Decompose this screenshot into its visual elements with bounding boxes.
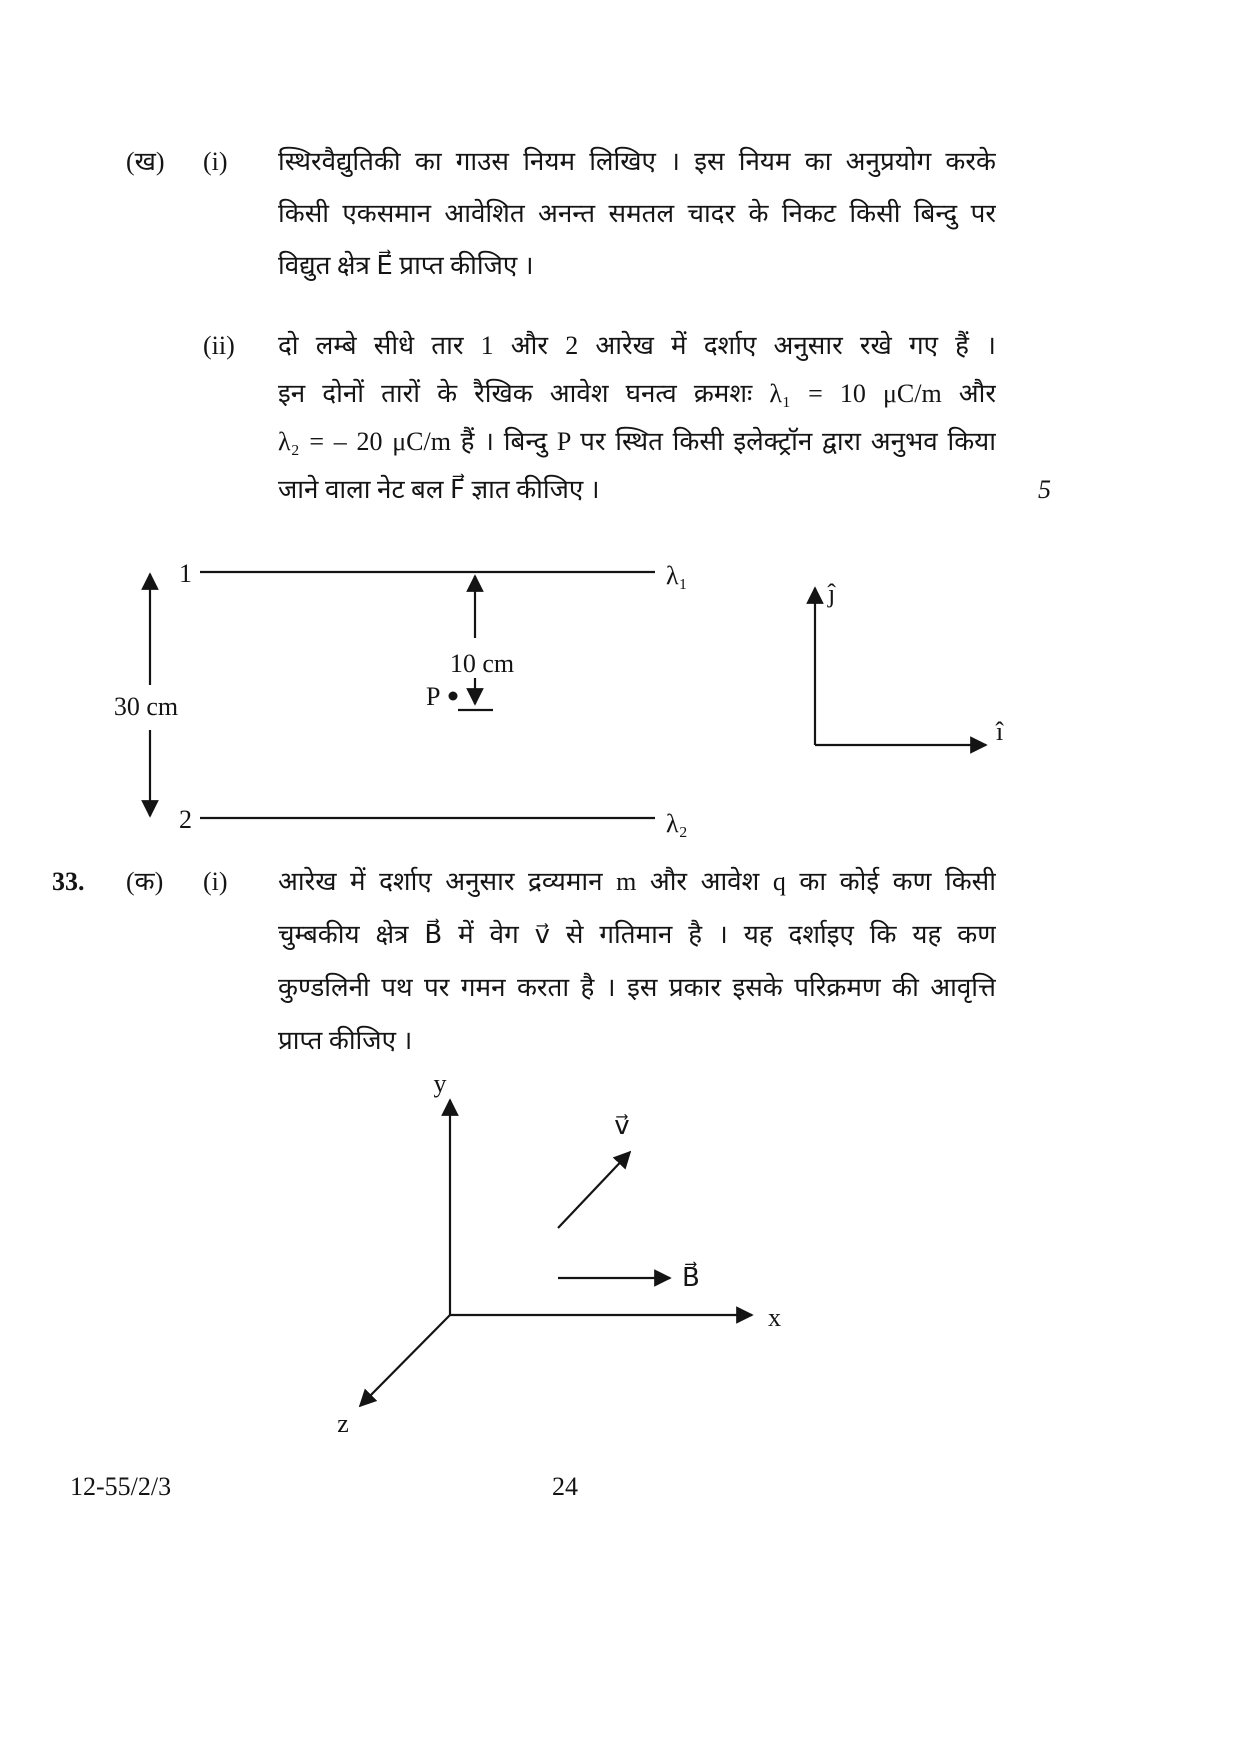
question-kha-label: (ख) — [126, 147, 165, 176]
text-line: कुण्डलिनी पथ पर गमन करता है । इस प्रकार इसके परिक्रमण की आवृत्ति — [278, 973, 996, 1002]
paper-code: 12-55/2/3 — [70, 1472, 172, 1501]
axes-diagram — [0, 1070, 900, 1470]
distance-label: 10 cm — [449, 649, 515, 678]
question-kha-ii-text — [278, 322, 996, 514]
wire-2-lambda-label: λ₂ — [666, 809, 688, 838]
velocity-vector-arrow — [558, 1152, 630, 1228]
j-hat-label: ĵ — [828, 579, 836, 608]
gap-dimension-label: 30 cm — [113, 692, 179, 721]
wire-1-number: 1 — [179, 559, 192, 588]
i-hat-label: î — [996, 717, 1004, 746]
velocity-vector-label: v⃗ — [614, 1111, 630, 1140]
text-line: दो लम्बे सीधे तार 1 और 2 आरेख में दर्शाए अनुसार रखे गए हैं । — [278, 331, 996, 360]
question-33-ka-label: (क) — [126, 867, 164, 896]
x-axis-label: x — [768, 1303, 781, 1332]
question-33-i-label: (i) — [203, 867, 228, 896]
text-line: विद्युत क्षेत्र E⃗ प्राप्त कीजिए । — [278, 251, 534, 280]
question-kha-i-text — [278, 136, 996, 292]
text-line: प्राप्त कीजिए । — [278, 1026, 413, 1055]
wire-2-number: 2 — [179, 805, 192, 834]
page-number: 24 — [552, 1472, 578, 1501]
text-line: λ₂ = – 20 μC/m हैं । बिन्दु P पर स्थित किसी इलेक्ट्रॉन द्वारा अनुभव किया — [278, 427, 996, 456]
text-line: इन दोनों तारों के रैखिक आवेश घनत्व क्रमशः λ₁ = 10 μC/m और — [278, 379, 996, 408]
text-line: आरेख में दर्शाए अनुसार द्रव्यमान m और आवेश q का कोई कण किसी — [278, 867, 996, 896]
question-33-i-text — [278, 855, 996, 1067]
wire-1-lambda-label: λ₁ — [666, 561, 688, 590]
point-p-label: P — [426, 682, 441, 711]
marks-badge: 5 — [1038, 475, 1051, 504]
z-axis-arrow — [360, 1315, 450, 1406]
question-33-number: 33. — [52, 867, 85, 896]
text-line: स्थिरवैद्युतिकी का गाउस नियम लिखिए । इस नियम का अनुप्रयोग करके — [278, 147, 996, 176]
z-axis-label: z — [337, 1409, 349, 1438]
question-kha-i-label: (i) — [203, 147, 228, 176]
point-p-dot — [449, 692, 458, 701]
wires-diagram — [0, 540, 1060, 852]
text-line: जाने वाला नेट बल F⃗ ज्ञात कीजिए । — [278, 475, 600, 504]
text-line: किसी एकसमान आवेशित अनन्त समतल चादर के निकट किसी बिन्दु पर — [278, 199, 996, 228]
y-axis-label: y — [433, 1070, 447, 1098]
b-field-vector-label: B⃗ — [682, 1263, 700, 1292]
question-kha-ii-label: (ii) — [203, 331, 235, 360]
text-line: चुम्बकीय क्षेत्र B⃗ में वेग v⃗ से गतिमान है । यह दर्शाइए कि यह कण — [278, 920, 996, 949]
